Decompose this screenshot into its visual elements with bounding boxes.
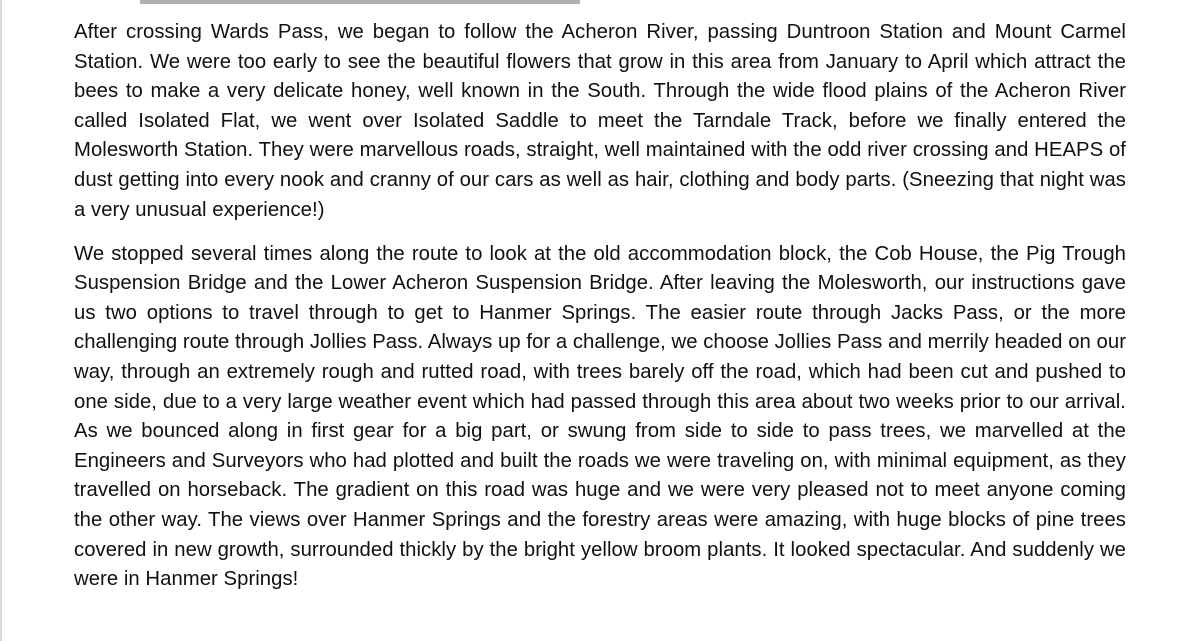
paragraph-jollies-pass: We stopped several times along the route to look at the old accommodation block, the Cob House, the Pig Trough Suspension Bridge and the Lower Acheron Suspension Bridge. After leaving the Molesworth, our instructions gave us two options to travel through to get to Hanmer Springs. The easier route through Jacks Pass, or the more challenging route through Jollies Pass. Always up for a challenge, we choose Jollies Pass and merrily headed on our way, through an extremely rough and rutted road, with trees barely off the road, which had been cut and pushed to one side, due to a very large weather event which had passed through this area about two weeks prior to our arrival. As we bounced along in first gear for a big part, or swung from side to side to pass trees, we marvelled at the Engineers and Surveyors who had plotted and built the roads we were traveling on, with minimal equipment, as they travelled on horseback. The gradient on this road was huge and we were very pleased not to meet anyone coming the other way. The views over Hanmer Springs and the forestry areas were amazing, with huge blocks of pine trees covered in new growth, surrounded thickly by the bright yellow broom plants. It looked spectacular. And suddenly we were in Hanmer Springs! <box>74 242 1126 591</box>
paragraph-wards-pass: After crossing Wards Pass, we began to follow the Acheron River, passing Duntroon Station and Mount Carmel Station. We were too early to see the beautiful flowers that grow in this area from January to April which attract the bees to make a very delicate honey, well known in the South. Through the wide flood plains of the Acheron River called Isolated Flat, we went over Isolated Saddle to meet the Tarndale Track, before we finally entered the Molesworth Station. They were marvellous roads, straight, well maintained with the odd river crossing and HEAPS of dust getting into every nook and cranny of our cars as well as hair, clothing and body parts. (Sneezing that night was a very unusual experience!) <box>74 21 1126 221</box>
cropped-line-remnant <box>140 0 580 4</box>
document-body <box>74 18 1126 609</box>
page-left-edge <box>0 0 2 641</box>
